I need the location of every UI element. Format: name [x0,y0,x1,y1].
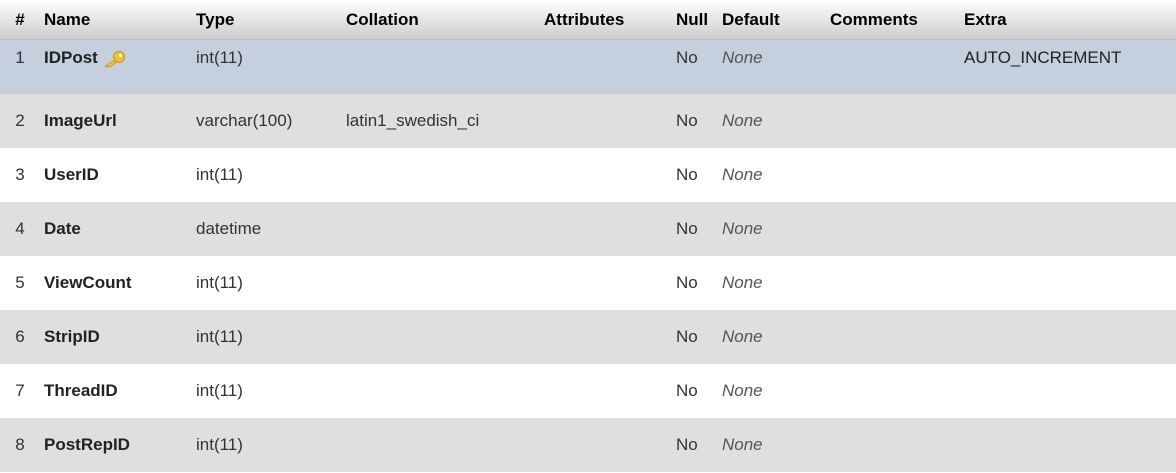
comments-cell [826,256,960,310]
collation-cell: latin1_swedish_ci [346,111,480,130]
row-number: 3 [15,165,25,184]
extra-cell [960,256,1176,310]
default-cell: None [722,165,763,184]
collation-cell [342,40,540,95]
column-header-default[interactable]: Default [718,0,826,40]
table-row[interactable] [0,364,1176,418]
default-cell: None [722,381,763,400]
comments-cell [826,40,960,95]
null-cell: No [676,327,698,346]
header-row [0,0,1176,40]
attributes-cell [540,202,672,256]
column-name-text: IDPost [44,48,98,67]
type-cell: int(11) [196,381,243,400]
column-header-type[interactable]: Type [192,0,342,40]
row-number: 2 [15,111,25,130]
column-header-number: # [0,0,40,40]
collation-cell [342,364,540,418]
null-cell: No [676,48,698,67]
extra-cell: AUTO_INCREMENT [964,48,1122,67]
extra-cell [960,310,1176,364]
collation-cell [342,148,540,202]
null-cell: No [676,111,698,130]
table-row[interactable] [0,148,1176,202]
table-row[interactable] [0,94,1176,148]
type-cell: int(11) [196,435,243,454]
extra-cell [960,148,1176,202]
type-cell: int(11) [196,273,243,292]
comments-cell [826,364,960,418]
null-cell: No [676,219,698,238]
column-header-name[interactable]: Name [40,0,192,40]
comments-cell [826,310,960,364]
table-row[interactable] [0,256,1176,310]
null-cell: No [676,381,698,400]
row-number: 1 [15,48,25,67]
column-name-cell: StripID [44,327,100,346]
extra-cell [960,202,1176,256]
attributes-cell [540,94,672,148]
row-number: 7 [15,381,25,400]
default-cell: None [722,327,763,346]
type-cell: int(11) [196,48,243,67]
extra-cell [960,364,1176,418]
column-name-cell: ViewCount [44,273,132,292]
extra-cell [960,418,1176,472]
column-name-cell: UserID [44,165,99,184]
default-cell: None [722,219,763,238]
column-name-cell: PostRepID [44,435,130,454]
collation-cell [342,202,540,256]
comments-cell [826,148,960,202]
column-header-attributes[interactable]: Attributes [540,0,672,40]
column-name-cell: ImageUrl [44,111,117,130]
type-cell: varchar(100) [196,111,293,130]
default-cell: None [722,435,763,454]
column-name-cell: ThreadID [44,381,118,400]
row-number: 4 [15,219,25,238]
null-cell: No [676,273,698,292]
default-cell: None [722,48,763,67]
attributes-cell [540,418,672,472]
comments-cell [826,202,960,256]
attributes-cell [540,40,672,95]
collation-cell [342,310,540,364]
collation-cell [342,418,540,472]
column-header-comments[interactable]: Comments [826,0,960,40]
attributes-cell [540,256,672,310]
table-row[interactable] [0,418,1176,472]
column-name-cell [40,40,192,95]
null-cell: No [676,165,698,184]
row-number: 8 [15,435,25,454]
row-number: 5 [15,273,25,292]
comments-cell [826,94,960,148]
row-number: 6 [15,327,25,346]
column-header-collation[interactable]: Collation [342,0,540,40]
table-row[interactable] [0,40,1176,95]
type-cell: int(11) [196,327,243,346]
table-row[interactable] [0,310,1176,364]
attributes-cell [540,310,672,364]
table-row[interactable] [0,202,1176,256]
null-cell: No [676,435,698,454]
attributes-cell [540,364,672,418]
column-name-cell: Date [44,219,81,238]
column-header-extra[interactable]: Extra [960,0,1176,40]
collation-cell [342,256,540,310]
comments-cell [826,418,960,472]
type-cell: int(11) [196,165,243,184]
type-cell: datetime [196,219,262,238]
attributes-cell [540,148,672,202]
default-cell: None [722,111,763,130]
key-icon [102,50,126,68]
column-header-null[interactable]: Null [672,0,718,40]
extra-cell [960,94,1176,148]
default-cell: None [722,273,763,292]
